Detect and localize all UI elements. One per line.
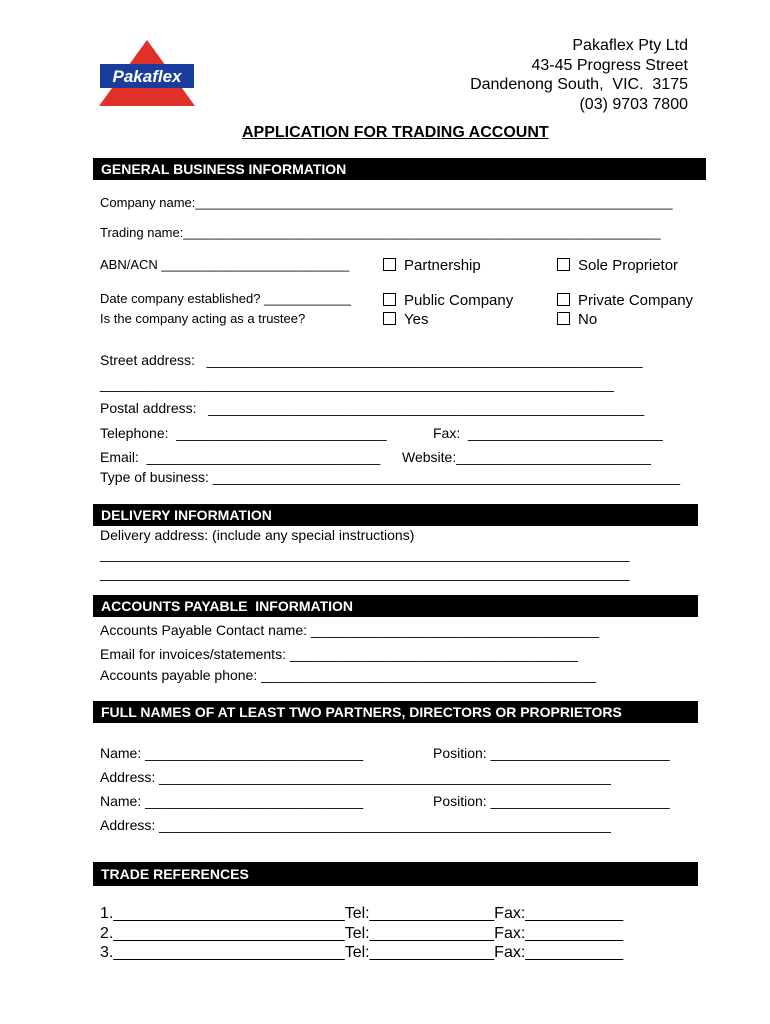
date-established-field[interactable]: Date company established? ____________ (100, 291, 351, 306)
sole-proprietor-checkbox[interactable] (557, 258, 570, 271)
company-phone: (03) 9703 7800 (579, 95, 688, 113)
trade-reference-3[interactable]: 3.__________________________Tel:______________Fax:___________ (100, 944, 624, 961)
trustee-yes-checkbox[interactable] (383, 312, 396, 325)
ap-email-field[interactable]: Email for invoices/statements: _____________________________________ (100, 646, 578, 662)
partnership-checkbox[interactable] (383, 258, 396, 271)
public-company-label: Public Company (404, 292, 514, 309)
trustee-yes-label: Yes (404, 311, 429, 328)
section-delivery-header: DELIVERY INFORMATION (93, 504, 698, 526)
logo-text: Pakaflex (112, 67, 182, 86)
company-name-field[interactable]: Company name:__________________________________________________________________ (100, 195, 673, 210)
partner1-name-field[interactable]: Name: ____________________________ (100, 745, 364, 761)
section-accounts-header: ACCOUNTS PAYABLE INFORMATION (93, 595, 698, 617)
section-partners-header: FULL NAMES OF AT LEAST TWO PARTNERS, DIRECTORS OR PROPRIETORS (93, 701, 698, 723)
abn-field[interactable]: ABN/ACN __________________________ (100, 257, 350, 272)
trustee-question: Is the company acting as a trustee? (100, 311, 306, 326)
partner2-address-field[interactable]: Address: __________________________________________________________ (100, 817, 611, 833)
company-street: 43-45 Progress Street (531, 56, 688, 74)
section-general-header: GENERAL BUSINESS INFORMATION (93, 158, 706, 180)
website-field[interactable]: Website:_________________________ (402, 449, 651, 465)
pakaflex-logo (97, 40, 197, 106)
delivery-address-label: Delivery address: (include any special instructions) (100, 527, 415, 543)
private-company-label: Private Company (578, 292, 694, 309)
type-of-business-field[interactable]: Type of business: ____________________________________________________________ (100, 469, 681, 485)
partner2-position-field[interactable]: Position: _______________________ (433, 793, 670, 809)
trade-reference-1[interactable]: 1.__________________________Tel:______________Fax:___________ (100, 905, 624, 922)
company-name: Pakaflex Pty Ltd (572, 37, 688, 54)
page-title: APPLICATION FOR TRADING ACCOUNT (242, 124, 549, 141)
ap-phone-field[interactable]: Accounts payable phone: ___________________________________________ (100, 667, 596, 683)
partnership-label: Partnership (404, 257, 481, 274)
section-trade-header: TRADE REFERENCES (93, 862, 698, 886)
trustee-no-checkbox[interactable] (557, 312, 570, 325)
street-address-line2[interactable]: __________________________________________________________________ (100, 376, 614, 392)
sole-proprietor-label: Sole Proprietor (578, 257, 679, 274)
company-suburb: Dandenong South, VIC. 3175 (470, 76, 688, 93)
partner2-name-field[interactable]: Name: ____________________________ (100, 793, 364, 809)
trading-name-field[interactable]: Trading name:__________________________________________________________________ (100, 225, 661, 240)
telephone-field[interactable]: Telephone: ___________________________ (100, 425, 387, 441)
trade-reference-2[interactable]: 2.__________________________Tel:______________Fax:___________ (100, 925, 624, 942)
trustee-no-label: No (578, 311, 598, 328)
partner1-position-field[interactable]: Position: _______________________ (433, 745, 670, 761)
fax-field[interactable]: Fax: _________________________ (433, 425, 663, 441)
delivery-address-line2[interactable]: ____________________________________________________________________ (100, 565, 630, 581)
email-field[interactable]: Email: ______________________________ (100, 449, 381, 465)
ap-contact-field[interactable]: Accounts Payable Contact name: _____________________________________ (100, 622, 599, 638)
delivery-address-line1[interactable]: ____________________________________________________________________ (100, 546, 630, 562)
company-address-block (470, 36, 688, 114)
private-company-checkbox[interactable] (557, 293, 570, 306)
public-company-checkbox[interactable] (383, 293, 396, 306)
partner1-address-field[interactable]: Address: __________________________________________________________ (100, 769, 611, 785)
postal-address-field[interactable]: Postal address: ________________________________________________________ (100, 400, 645, 416)
street-address-field[interactable]: Street address: ________________________________________________________ (100, 352, 643, 368)
